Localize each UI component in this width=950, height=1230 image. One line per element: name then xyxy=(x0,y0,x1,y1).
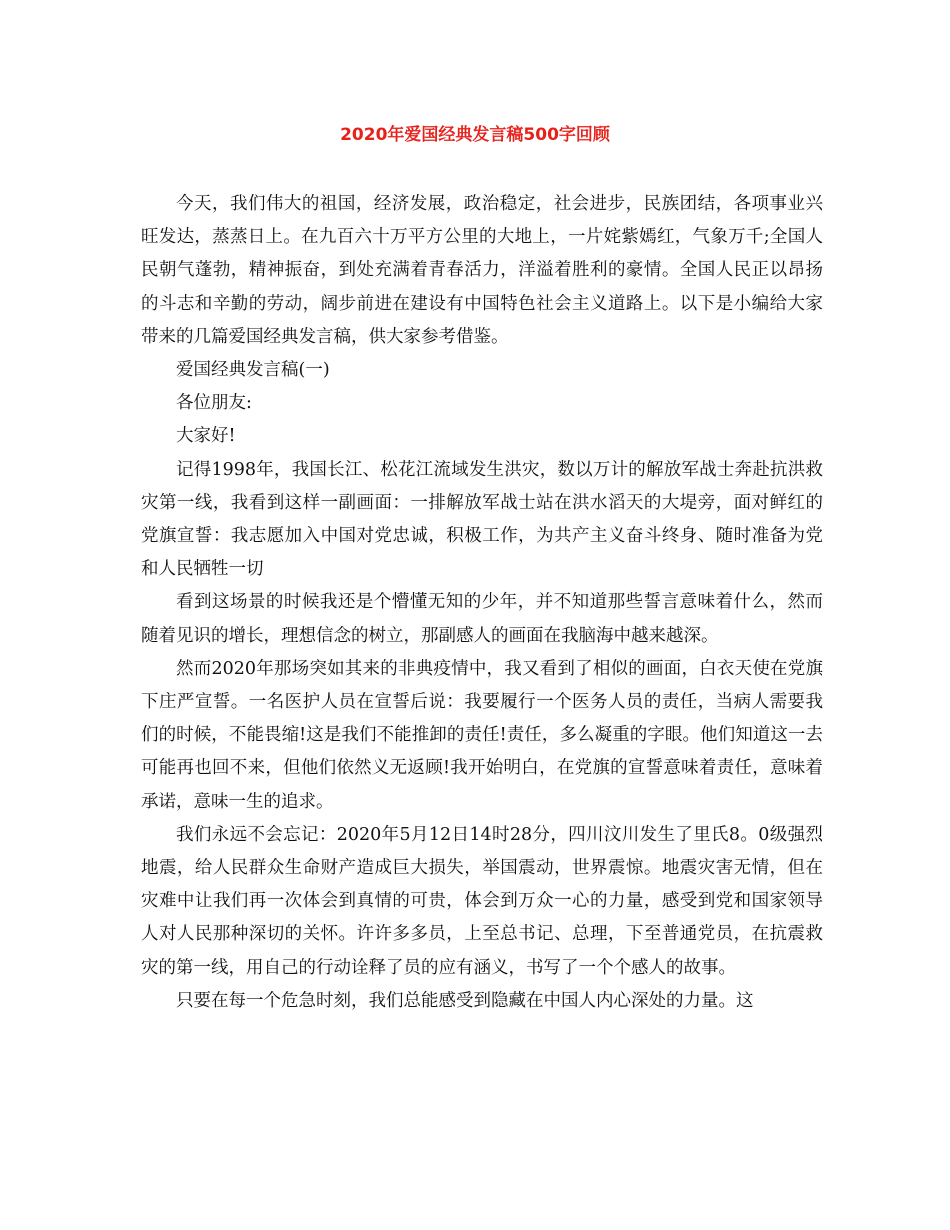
paragraph-salutation: 各位朋友: xyxy=(176,393,252,414)
paragraph-greeting: 大家好! xyxy=(176,426,236,447)
paragraph-intro: 今天，我们伟大的祖国，经济发展，政治稳定，社会进步，民族团结，各项事业兴旺发达，蒸蒸日上。在九百六十万平方公里的大地上，一片姹紫嫣红，气象万千;全国人民朝气蓬勃，精神振奋，到处充满着青春活力，洋溢着胜利的豪情。全国人民正以昂扬的斗志和辛勤的劳动，阔步前进在建设有中国特色社会主义道路上。以下是小编给大家带来的几篇爱国经典发言稿，供大家参考借鉴。 xyxy=(141,194,823,347)
paragraph-section-heading: 爱国经典发言稿(一) xyxy=(176,360,330,381)
document-title: 2020年爱国经典发言稿500字回顾 xyxy=(340,125,610,145)
paragraph-epidemic: 然而2020年那场突如其来的非典疫情中，我又看到了相似的画面，白衣天使在党旗下庄严宣誓。一名医护人员在宣誓后说：我要履行一个医务人员的责任，当病人需要我们的时候，不能畏缩!这是我们不能推卸的责任!责任，多么凝重的字眼。他们知道这一去可能再也回不来，但他们依然义无返顾!我开始明白，在党旗的宣誓意味着责任，意味着承诺，意味一生的追求。 xyxy=(141,658,823,812)
document-body xyxy=(141,188,823,1018)
paragraph-closing-fragment: 只要在每一个危急时刻，我们总能感受到隐藏在中国人内心深处的力量。这 xyxy=(176,990,754,1011)
paragraph-flood-1998: 记得1998年，我国长江、松花江流域发生洪灾，数以万计的解放军战士奔赴抗洪救灾第一线，我看到这样一副画面：一排解放军战士站在洪水滔天的大堤旁，面对鲜红的党旗宣誓：我志愿加入中国对党忠诚，积极工作，为共产主义奋斗终身、随时准备为党和人民牺牲一切 xyxy=(141,459,823,580)
paragraph-memory: 看到这场景的时候我还是个懵懂无知的少年，并不知道那些誓言意味着什么，然而随着见识的增长，理想信念的树立，那副感人的画面在我脑海中越来越深。 xyxy=(141,592,823,646)
paragraph-earthquake: 我们永远不会忘记：2020年5月12日14时28分，四川汶川发生了里氏8。0级强烈地震，给人民群众生命财产造成巨大损失，举国震动，世界震惊。地震灾害无情，但在灾难中让我们再一次体会到真情的可贵，体会到万众一心的力量，感受到党和国家领导人对人民那种深切的关怀。许许多多员，上至总书记、总理，下至普通党员，在抗震救灾的第一线，用自己的行动诠释了员的应有涵义，书写了一个个感人的故事。 xyxy=(141,824,823,978)
